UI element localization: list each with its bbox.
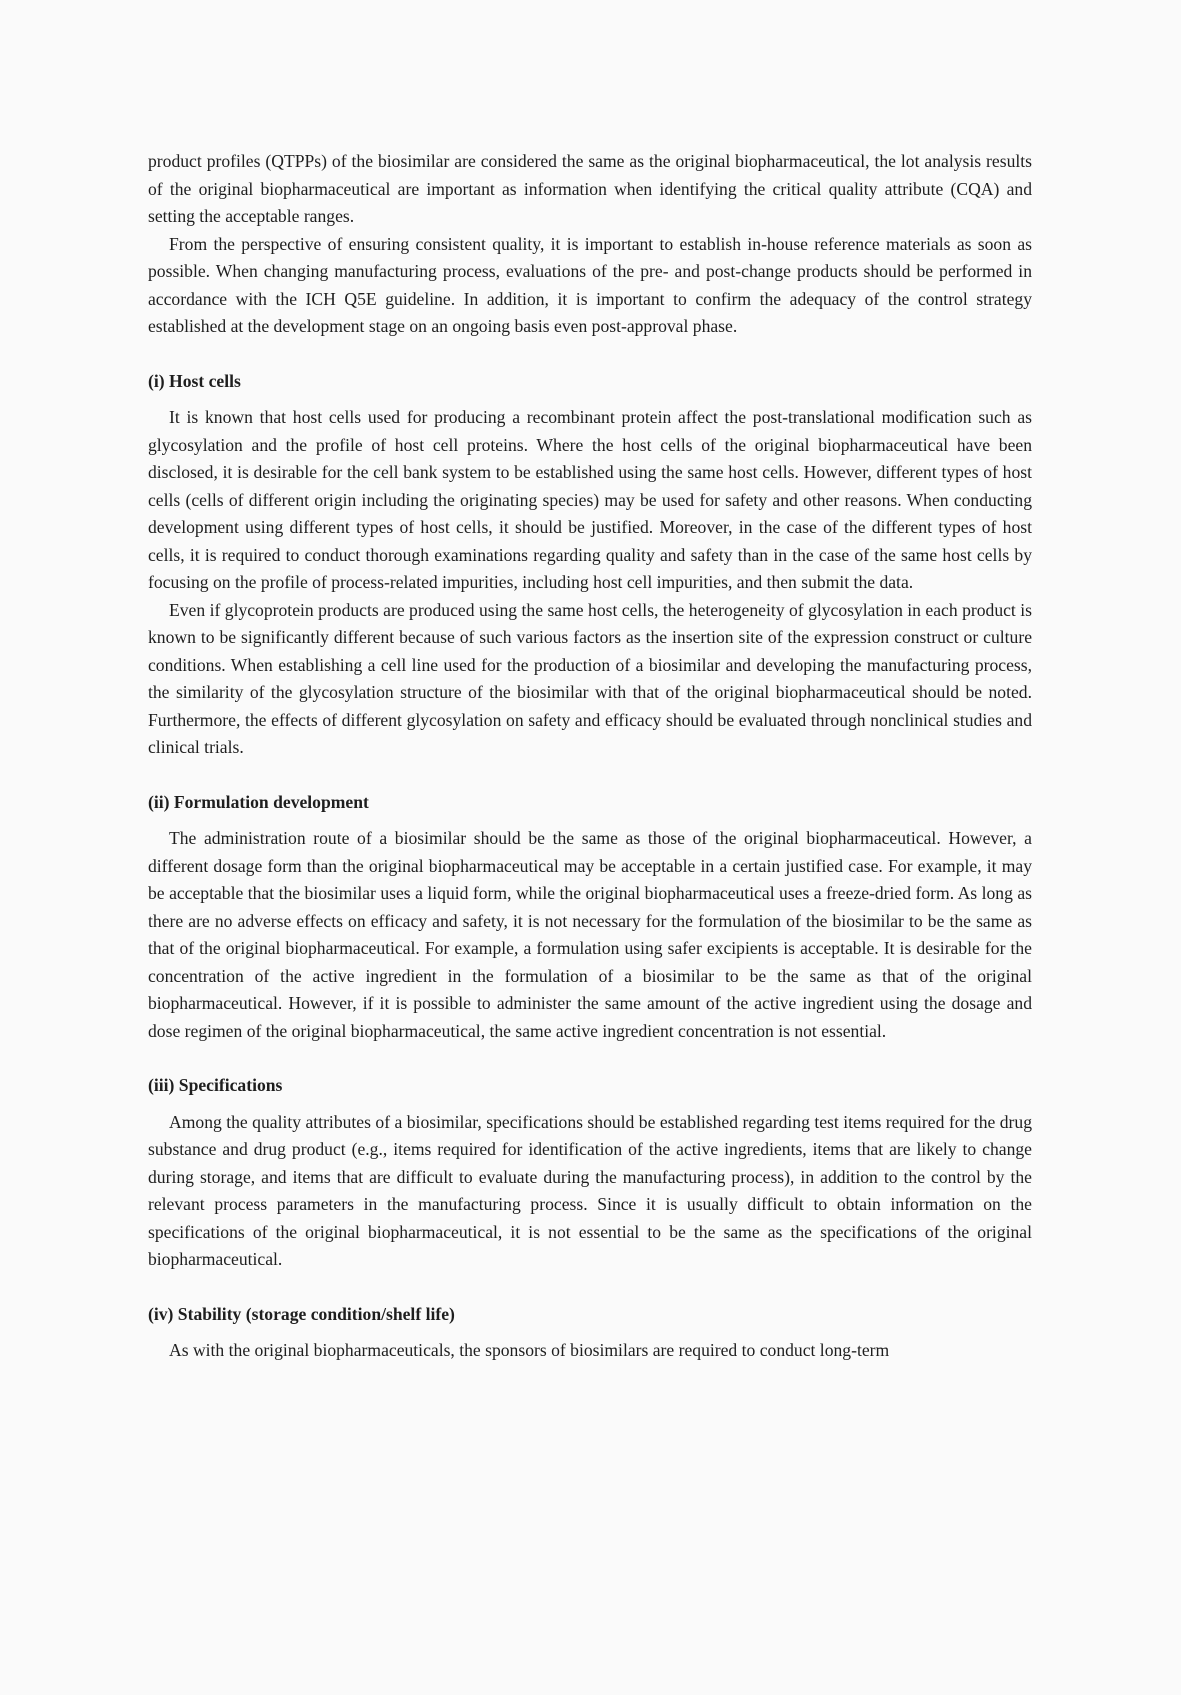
section-heading-formulation: (ii) Formulation development [148,791,369,812]
document-body [148,148,1032,1365]
intro-paragraph-1: product profiles (QTPPs) of the biosimilar are considered the same as the original biopharmaceutical, the lot analysis results of the original biopharmaceutical are important as information when identifying the critical quality attribute (CQA) and setting the acceptable ranges. [148,151,1032,226]
intro-paragraph-2: From the perspective of ensuring consistent quality, it is important to establish in-house reference materials as soon as possible. When changing manufacturing process, evaluations of the pre- and post-change products should be performed in accordance with the ICH Q5E guideline. In addition, it is important to confirm the adequacy of the control strategy established at the development stage on an ongoing basis even post-approval phase. [148,233,1032,336]
host-cells-paragraph-1: It is known that host cells used for producing a recombinant protein affect the post-translational modification such as glycosylation and the profile of host cell proteins. Where the host cells of the original biopharmaceutical have been disclosed, it is desirable for the cell bank system to be established using the same host cells. However, different types of host cells (cells of different origin including the originating species) may be used for safety and other reasons. When conducting development using different types of host cells, it should be justified. Moreover, in the case of the different types of host cells, it is required to conduct thorough examinations regarding quality and safety than in the case of the same host cells by focusing on the profile of process-related impurities, including host cell impurities, and then submit the data. [148,407,1032,592]
host-cells-paragraph-2: Even if glycoprotein products are produced using the same host cells, the heterogeneity of glycosylation in each product is known to be significantly different because of such various factors as the insertion site of the expression construct or culture conditions. When establishing a cell line used for the production of a biosimilar and developing the manufacturing process, the similarity of the glycosylation structure of the biosimilar with that of the original biopharmaceutical should be noted. Furthermore, the effects of different glycosylation on safety and efficacy should be evaluated through nonclinical studies and clinical trials. [148,599,1032,757]
section-heading-host-cells: (i) Host cells [148,370,241,391]
formulation-paragraph-1: The administration route of a biosimilar should be the same as those of the original biopharmaceutical. However, a different dosage form than the original biopharmaceutical may be acceptable in a certain justified case. For example, it may be acceptable that the biosimilar uses a liquid form, while the original biopharmaceutical uses a freeze-dried form. As long as there are no adverse effects on efficacy and safety, it is not necessary for the formulation of the biosimilar to be the same as that of the original biopharmaceutical. For example, a formulation using safer excipients is acceptable. It is desirable for the concentration of the active ingredient in the formulation of a biosimilar to be the same as that of the original biopharmaceutical. However, if it is possible to administer the same amount of the active ingredient using the dosage and dose regimen of the original biopharmaceutical, the same active ingredient concentration is not essential. [148,828,1032,1041]
stability-paragraph-1: As with the original biopharmaceuticals, the sponsors of biosimilars are required to conduct long-term [169,1340,890,1360]
section-heading-stability: (iv) Stability (storage condition/shelf life) [148,1303,455,1324]
specifications-paragraph-1: Among the quality attributes of a biosimilar, specifications should be established regarding test items required for the drug substance and drug product (e.g., items required for identification of the active ingredients, items that are likely to change during storage, and items that are difficult to evaluate during the manufacturing process), in addition to the control by the relevant process parameters in the manufacturing process. Since it is usually difficult to obtain information on the specifications of the original biopharmaceutical, it is not essential to be the same as the specifications of the original biopharmaceutical. [148,1111,1032,1269]
section-heading-specifications: (iii) Specifications [148,1075,283,1095]
